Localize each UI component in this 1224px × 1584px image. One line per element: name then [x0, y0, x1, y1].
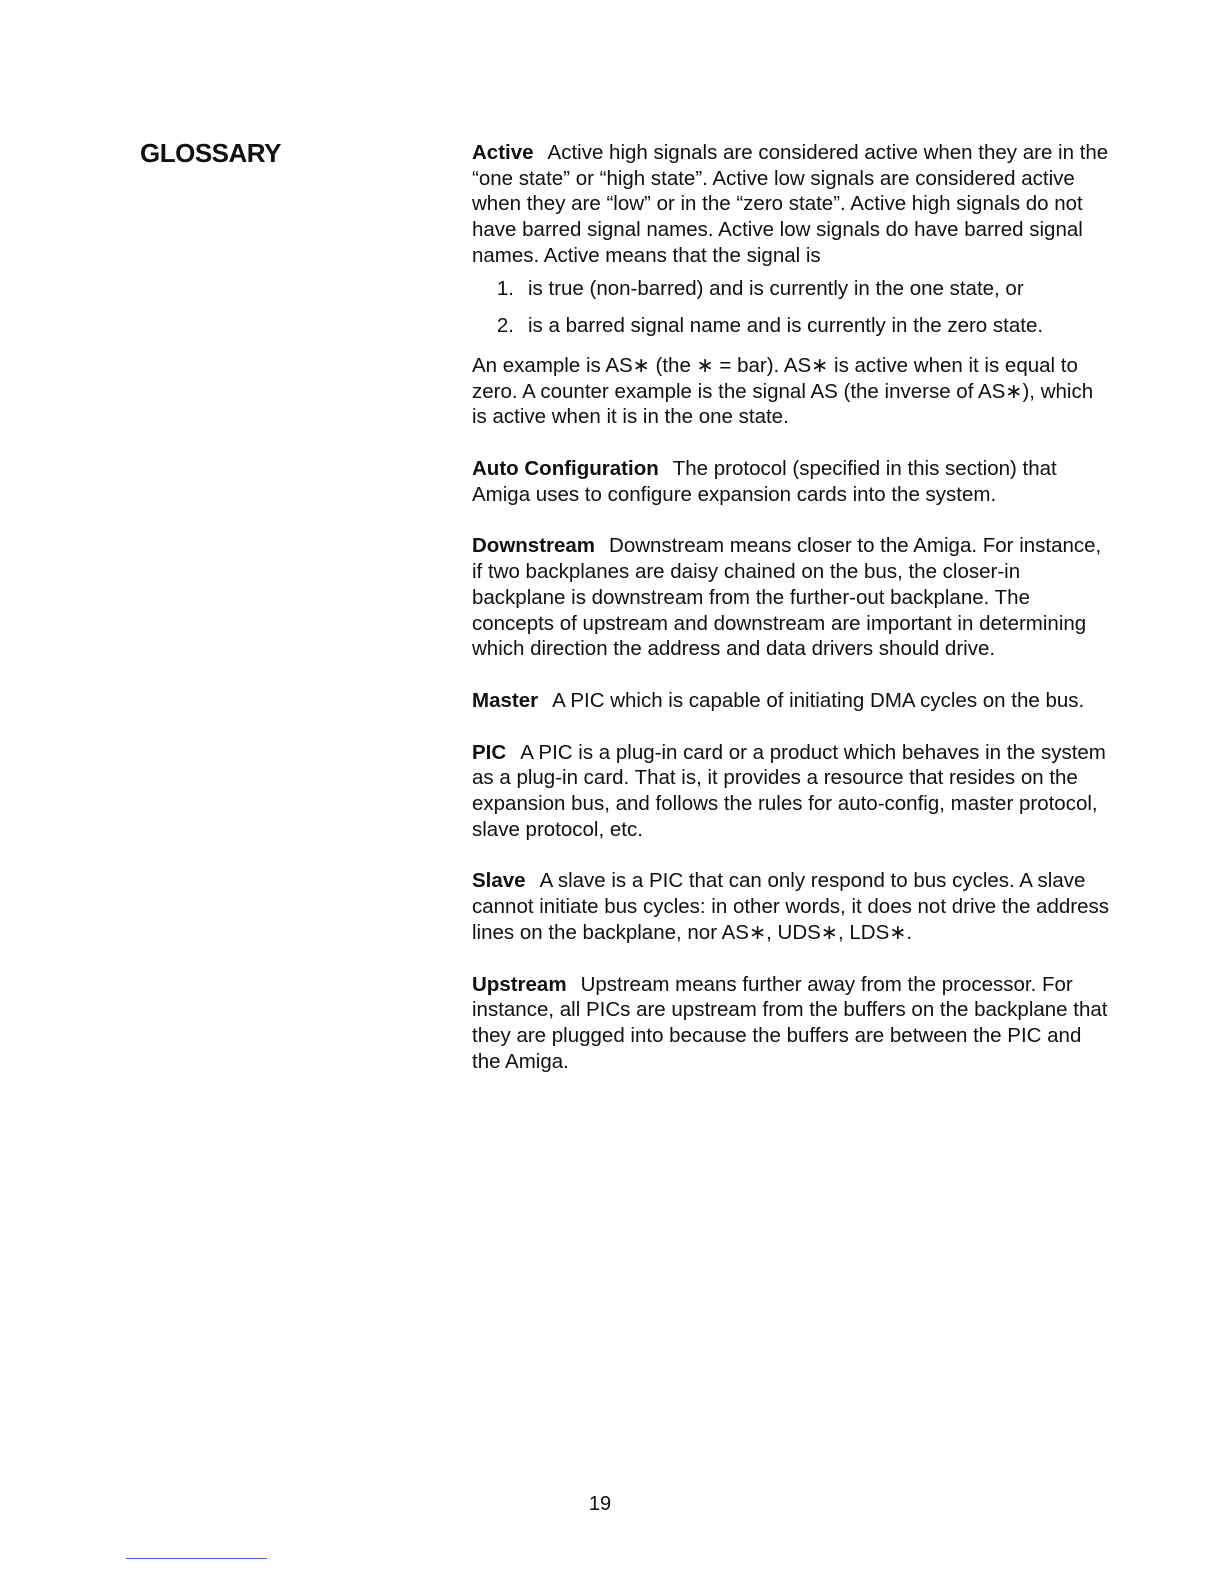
term-pic: PIC — [472, 740, 507, 764]
example-active: An example is AS∗ (the ∗ = bar). AS∗ is active when it is equal to zero. A counter example is the signal AS (the inverse of AS∗), which is active when it is in the one state. — [472, 353, 1094, 429]
definition-auto-configuration: The protocol (specified in this section) that Amiga uses to configure expansion cards into the system. — [472, 457, 1057, 506]
glossary-entry-slave — [472, 868, 1112, 945]
list-item — [472, 313, 1112, 339]
definition-slave: A slave is a PIC that can only respond to bus cycles. A slave cannot initiate bus cycles: in other words, it does not drive the address lines on the backplane, nor AS∗, UDS∗, LDS∗. — [472, 869, 1109, 944]
list-item-number: 2. — [496, 314, 514, 338]
glossary-entry-master — [472, 688, 1112, 714]
entry-paragraph — [472, 456, 1112, 507]
term-active: Active — [472, 141, 534, 164]
entry-paragraph — [472, 140, 1112, 269]
list-item-text: is true (non-barred) and is currently in the one state, or — [528, 276, 1024, 300]
term-downstream: Downstream — [472, 534, 596, 558]
glossary-entry-downstream — [472, 533, 1112, 662]
glossary-list — [472, 140, 1112, 1100]
list-item-text: is a barred signal name and is currently in the zero state. — [528, 314, 1044, 338]
entry-paragraph — [472, 740, 1112, 843]
list-item-number: 1. — [496, 276, 514, 300]
definition-pic: A PIC is a plug-in card or a product which behaves in the system as a plug-in card. That is, it provides a resource that resides on the expansion bus, and follows the rules for auto-config, master protocol, slave protocol, etc. — [472, 740, 1106, 841]
glossary-entry-auto-configuration — [472, 456, 1112, 507]
entry-paragraph — [472, 868, 1112, 945]
page-title: GLOSSARY — [140, 138, 281, 168]
glossary-entry-pic — [472, 740, 1112, 843]
conditions-list — [472, 276, 1112, 339]
definition-master: A PIC which is capable of initiating DMA cycles on the bus. — [552, 688, 1085, 712]
glossary-entry-active — [472, 140, 1112, 430]
page-number: 19 — [588, 1493, 612, 1515]
glossary-entry-upstream — [472, 972, 1112, 1075]
definition-upstream: Upstream means further away from the processor. For instance, all PICs are upstream from the buffers on the backplane that they are plugged into because the buffers are between the PIC and the Amiga. — [472, 972, 1108, 1073]
footnote-divider — [126, 1558, 267, 1559]
list-item — [472, 276, 1112, 302]
term-slave: Slave — [472, 869, 526, 893]
term-upstream: Upstream — [472, 972, 567, 996]
entry-paragraph — [472, 972, 1112, 1075]
entry-paragraph — [472, 688, 1112, 714]
definition-downstream: Downstream means closer to the Amiga. For instance, if two backplanes are daisy chained on the bus, the closer-in backplane is downstream from the further-out backplane. The concepts of upstream and downstream are important in determining which direction the address and data drivers should drive. — [472, 534, 1102, 661]
entry-paragraph — [472, 533, 1112, 662]
term-auto-configuration: Auto Configuration — [472, 457, 659, 481]
term-master: Master — [472, 688, 539, 712]
definition-active: Active high signals are considered active when they are in the “one state” or “high state”. Active low signals are considered active when they are “low” or in the “zero state”. Active high signals do not have barred signal names. Active low signals do have barred signal names. Active means that the signal is — [472, 141, 1109, 267]
